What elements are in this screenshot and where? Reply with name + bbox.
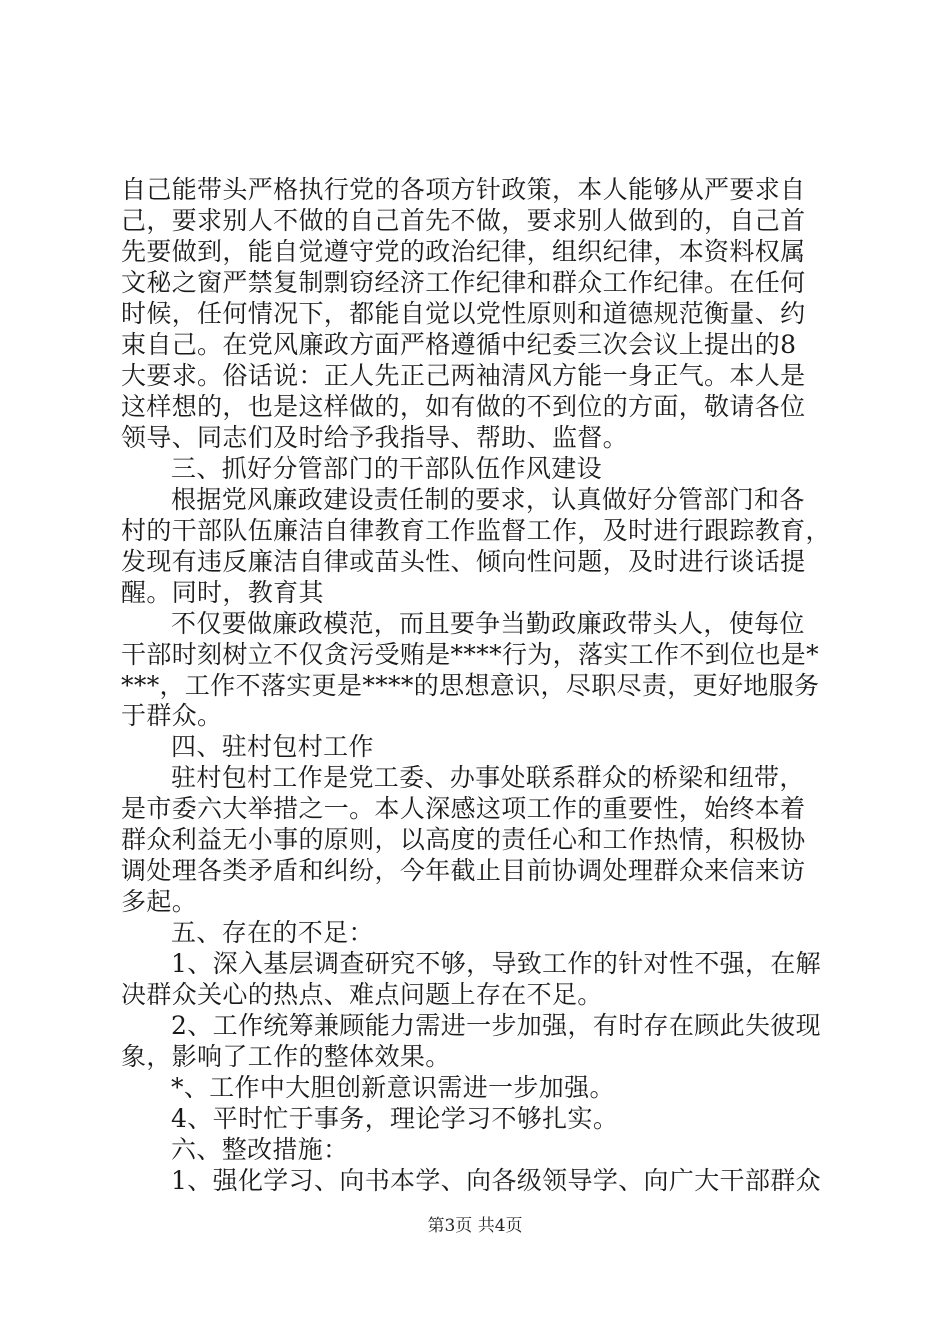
- paragraph-line: 文秘之窗严禁复制剽窃经济工作纪律和群众工作纪律。在任何: [121, 268, 806, 297]
- paragraph-line: 大要求。俗话说：正人先正己两袖清风方能一身正气。本人是: [121, 361, 806, 390]
- paragraph-line: 这样想的，也是这样做的，如有做的不到位的方面，敬请各位: [121, 392, 806, 421]
- paragraph-line: 束自己。在党风廉政方面严格遵循中纪委三次会议上提出的8: [121, 330, 797, 359]
- paragraph-line: 己，要求别人不做的自己首先不做，要求别人做到的，自己首: [121, 206, 806, 235]
- paragraph-line: 先要做到，能自觉遵守党的政治纪律，组织纪律，本资料权属: [121, 237, 806, 266]
- list-item: 2、工作统筹兼顾能力需进一步加强，有时存在顾此失彼现: [171, 1011, 822, 1040]
- paragraph-line: 醒。同时，教育其: [121, 578, 324, 607]
- paragraph-line: 自己能带头严格执行党的各项方针政策，本人能够从严要求自: [121, 175, 806, 204]
- list-item: 1、深入基层调查研究不够，导致工作的针对性不强，在解: [171, 949, 822, 978]
- paragraph-line: 于群众。: [121, 701, 223, 730]
- section-heading: 三、抓好分管部门的干部队伍作风建设: [171, 454, 602, 483]
- paragraph-line: 领导、同志们及时给予我指导、帮助、监督。: [121, 423, 629, 452]
- paragraph-line: 是市委六大举措之一。本人深感这项工作的重要性，始终本着: [121, 794, 806, 823]
- section-heading: 六、整改措施：: [171, 1135, 349, 1164]
- paragraph-line: 不仅要做廉政模范，而且要争当勤政廉政带头人，使每位: [171, 609, 805, 638]
- page-footer: 第3页 共4页: [427, 1216, 523, 1236]
- list-item-continuation: 象，影响了工作的整体效果。: [121, 1042, 451, 1071]
- paragraph-line: 根据党风廉政建设责任制的要求，认真做好分管部门和各: [171, 485, 805, 514]
- paragraph-line: 多起。: [121, 887, 198, 916]
- list-item: *、工作中大胆创新意识需进一步加强。: [171, 1073, 615, 1102]
- paragraph-line: 干部时刻树立不仅贪污受贿是****行为，落实工作不到位也是*: [121, 640, 820, 669]
- paragraph-line: 驻村包村工作是党工委、办事处联系群众的桥梁和纽带，: [171, 763, 805, 792]
- section-heading: 四、驻村包村工作: [171, 732, 374, 761]
- list-item: 4、平时忙于事务，理论学习不够扎实。: [171, 1104, 619, 1133]
- paragraph-line: 发现有违反廉洁自律或苗头性、倾向性问题，及时进行谈话提: [121, 547, 806, 576]
- paragraph-line: ***，工作不落实更是****的思想意识，尽职尽责，更好地服务: [121, 671, 820, 700]
- paragraph-line: 村的干部队伍廉洁自律教育工作监督工作，及时进行跟踪教育，: [121, 516, 831, 545]
- section-heading: 五、存在的不足：: [171, 918, 374, 947]
- paragraph-line: 群众利益无小事的原则，以高度的责任心和工作热情，积极协: [121, 825, 806, 854]
- list-item: 1、强化学习、向书本学、向各级领导学、向广大干部群众: [171, 1166, 822, 1195]
- list-item-continuation: 决群众关心的热点、难点问题上存在不足。: [121, 980, 603, 1009]
- paragraph-line: 时候，任何情况下，都能自觉以党性原则和道德规范衡量、约: [121, 299, 806, 328]
- paragraph-line: 调处理各类矛盾和纠纷，今年截止目前协调处理群众来信来访: [121, 856, 806, 885]
